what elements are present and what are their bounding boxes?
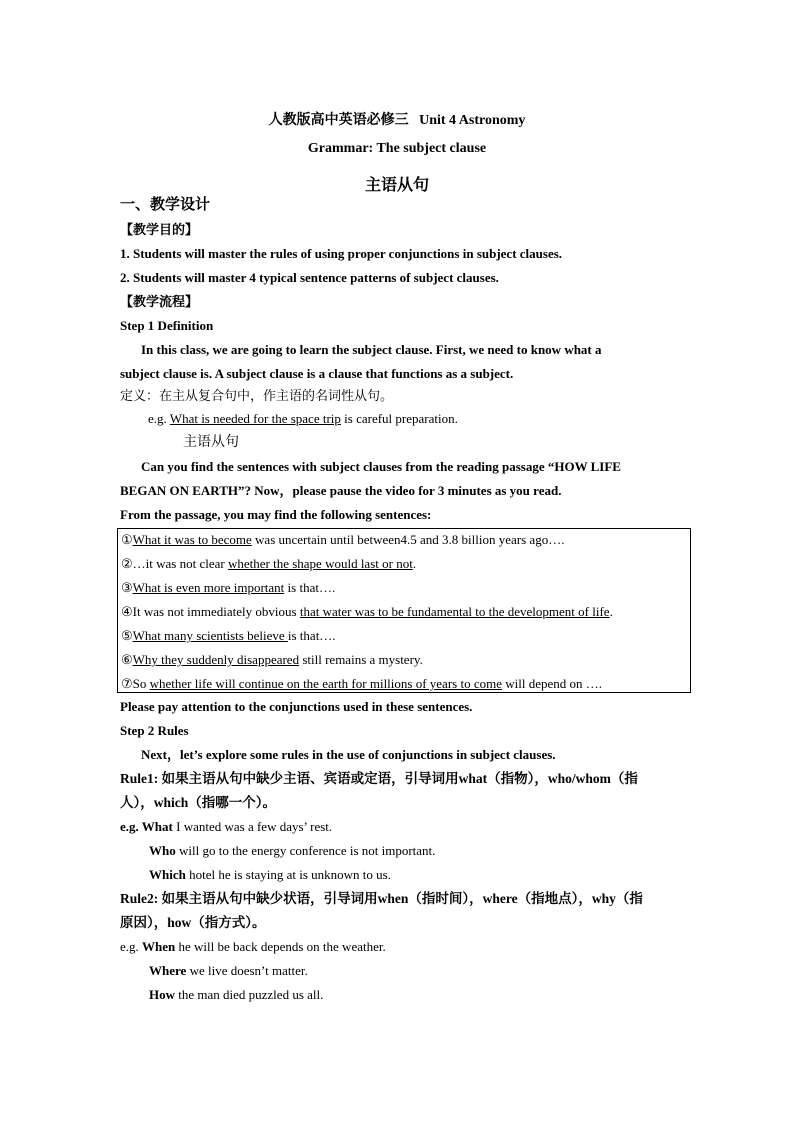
sentence-6: ⑥Why they suddenly disappeared still remains a mystery. bbox=[121, 652, 423, 667]
step1-para2-line2: BEGAN ON EARTH”? Now，please pause the video for 3 minutes as you read. bbox=[120, 483, 562, 498]
rule2-line2: 原因），how（指方式）。 bbox=[120, 915, 266, 930]
sentence-4: ④It was not immediately obvious that water was to be fundamental to the development of life. bbox=[121, 604, 613, 619]
sentence-2: ②…it was not clear whether the shape would last or not. bbox=[121, 556, 417, 571]
example-clause: What is needed for the space trip bbox=[169, 411, 341, 426]
rule2-example-3: How the man died puzzled us all. bbox=[149, 987, 324, 1002]
step1-para3: From the passage, you may find the following sentences: bbox=[120, 507, 432, 522]
step1-para1-line1: In this class, we are going to learn the subject clause. First, we need to know what a bbox=[141, 342, 602, 357]
example-sentence bbox=[148, 411, 708, 427]
sentence-5: ⑤What many scientists believe is that…. bbox=[121, 628, 336, 643]
goals-heading: 【教学目的】 bbox=[120, 222, 199, 237]
rule1-example-2: Who will go to the energy conference is not important. bbox=[149, 843, 436, 858]
step1-heading: Step 1 Definition bbox=[120, 318, 214, 333]
sentence-3: ③What is even more important is that…. bbox=[121, 580, 336, 595]
process-heading: 【教学流程】 bbox=[120, 294, 199, 309]
goal-1: 1. Students will master the rules of using proper conjunctions in subject clauses. bbox=[120, 246, 563, 261]
section-heading: 一、教学设计 bbox=[120, 197, 211, 213]
example-rest: is careful preparation. bbox=[340, 411, 458, 426]
step1-para1-line2: subject clause is. A subject clause is a clause that functions as a subject. bbox=[120, 366, 514, 381]
goal-2: 2. Students will master 4 typical sentence patterns of subject clauses. bbox=[120, 270, 499, 285]
doc-title bbox=[0, 109, 794, 129]
step1-para2-line1: Can you find the sentences with subject clauses from the reading passage “HOW LIFE bbox=[141, 459, 621, 474]
step2-heading: Step 2 Rules bbox=[120, 723, 189, 738]
rule1-example-3: Which hotel he is staying at is unknown to us. bbox=[149, 867, 391, 882]
example-prefix: e.g. bbox=[148, 411, 170, 426]
title-cn: 人教版高中英语必修三 bbox=[268, 113, 409, 128]
rule1-line1: Rule1: 如果主语从句中缺少主语、宾语或定语，引导词用what（指物），who/whom（指 bbox=[120, 771, 638, 786]
definition-cn: 定义：在主从复合句中，作主语的名词性从句。 bbox=[120, 388, 394, 403]
example-note: 主语从句 bbox=[183, 435, 239, 450]
sentences-box bbox=[117, 528, 691, 693]
sentence-1: ①What it was to become was uncertain until between4.5 and 3.8 billion years ago…. bbox=[121, 532, 565, 547]
attention-note: Please pay attention to the conjunctions used in these sentences. bbox=[120, 699, 473, 714]
sentence-7: ⑦So whether life will continue on the earth for millions of years to come will depend on …. bbox=[121, 676, 602, 691]
rule2-example-2: Where we live doesn’t matter. bbox=[149, 963, 308, 978]
step2-intro: Next，let’s explore some rules in the use of conjunctions in subject clauses. bbox=[141, 747, 556, 762]
rule2-line1: Rule2: 如果主语从句中缺少状语，引导词用when（指时间），where（指地点），why（指 bbox=[120, 891, 643, 906]
doc-subtitle: Grammar: The subject clause bbox=[307, 141, 487, 156]
rule1-line2: 人），which（指哪一个）。 bbox=[120, 795, 277, 810]
title-en: Unit 4 Astronomy bbox=[419, 113, 526, 128]
rule1-example-1: e.g. What I wanted was a few days’ rest. bbox=[120, 819, 333, 834]
rule2-example-1: e.g. When he will be back depends on the weather. bbox=[120, 939, 386, 954]
doc-heading: 主语从句 bbox=[364, 177, 429, 194]
